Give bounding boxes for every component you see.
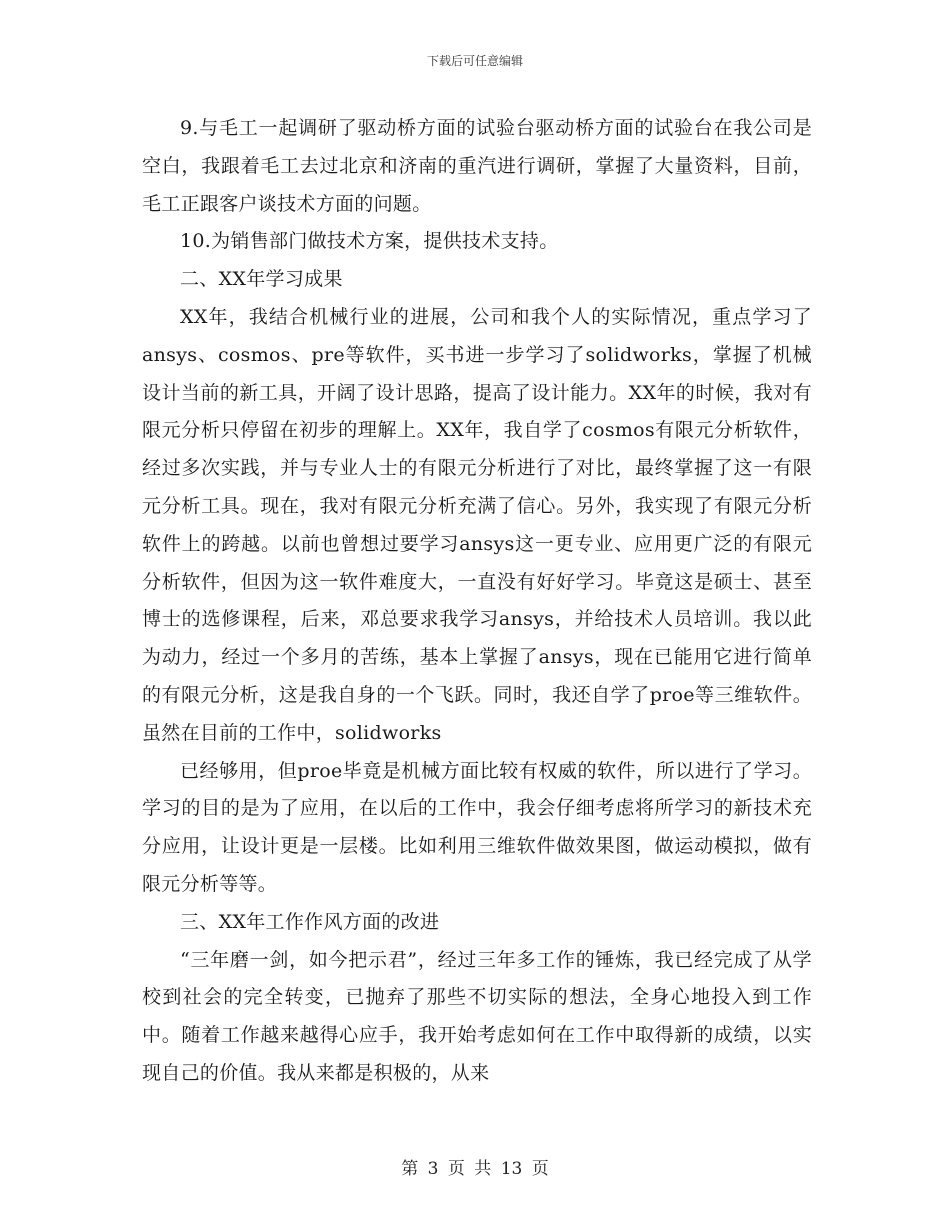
section-heading-work-style: 三、XX年工作作风方面的改进	[180, 910, 440, 933]
paragraph-item-9: 9.与毛工一起调研了驱动桥方面的试验台驱动桥方面的试验台在我公司是空白，我跟着毛工去过北京和济南的重汽进行调研，掌握了大量资料，目前，毛工正跟客户谈技术方面的问题。	[142, 117, 812, 215]
paragraph-item-10: 10.为销售部门做技术方案，提供技术支持。	[180, 230, 559, 253]
paragraph-work-style: “三年磨一剑，如今把示君”，经过三年多工作的锤炼，我已经完成了从学校到社会的完全转变，已抛弃了那些不切实际的想法，全身心地投入到工作中。随着工作越来越得心应手，我开始考虑如何在工作中取得新的成绩，以实现自己的价值。我从来都是积极的，从来	[142, 948, 812, 1084]
section-heading-study-results: 二、XX年学习成果	[180, 268, 343, 291]
paragraph-study-results-continued: 已经够用，但proe毕竟是机械方面比较有权威的软件，所以进行了学习。学习的目的是为了应用，在以后的工作中，我会仔细考虑将所学习的新技术充分应用，让设计更是一层楼。比如利用三维软件做效果图，做运动模拟，做有限元分析等等。	[142, 759, 812, 895]
page-header: 下载后可任意编辑	[426, 54, 523, 68]
paragraph-study-results: XX年，我结合机械行业的进展，公司和我个人的实际情况，重点学习了ansys、cosmos、pre等软件，买书进一步学习了solidworks，掌握了机械设计当前的新工具，开阔了设计思路，提高了设计能力。XX年的时候，我对有限元分析只停留在初步的理解上。XX年，我自学了cosmos有限元分析软件，经过多次实践，并与专业人士的有限元分析进行了对比，最终掌握了这一有限元分析工具。现在，我对有限元分析充满了信心。另外，我实现了有限元分析软件上的跨越。以前也曾想过要学习ansys这一更专业、应用更广泛的有限元分析软件，但因为这一软件难度大，一直没有好好学习。毕竟这是硕士、甚至博士的选修课程，后来，邓总要求我学习ansys，并给技术人员培训。我以此为动力，经过一个多月的苦练，基本上掌握了ansys，现在已能用它进行简单的有限元分析，这是我自身的一个飞跃。同时，我还自学了proe等三维软件。虽然在目前的工作中，solidworks	[142, 305, 812, 744]
document-body	[142, 110, 812, 1093]
page-footer: 第 3 页 共 13 页	[401, 1159, 549, 1179]
